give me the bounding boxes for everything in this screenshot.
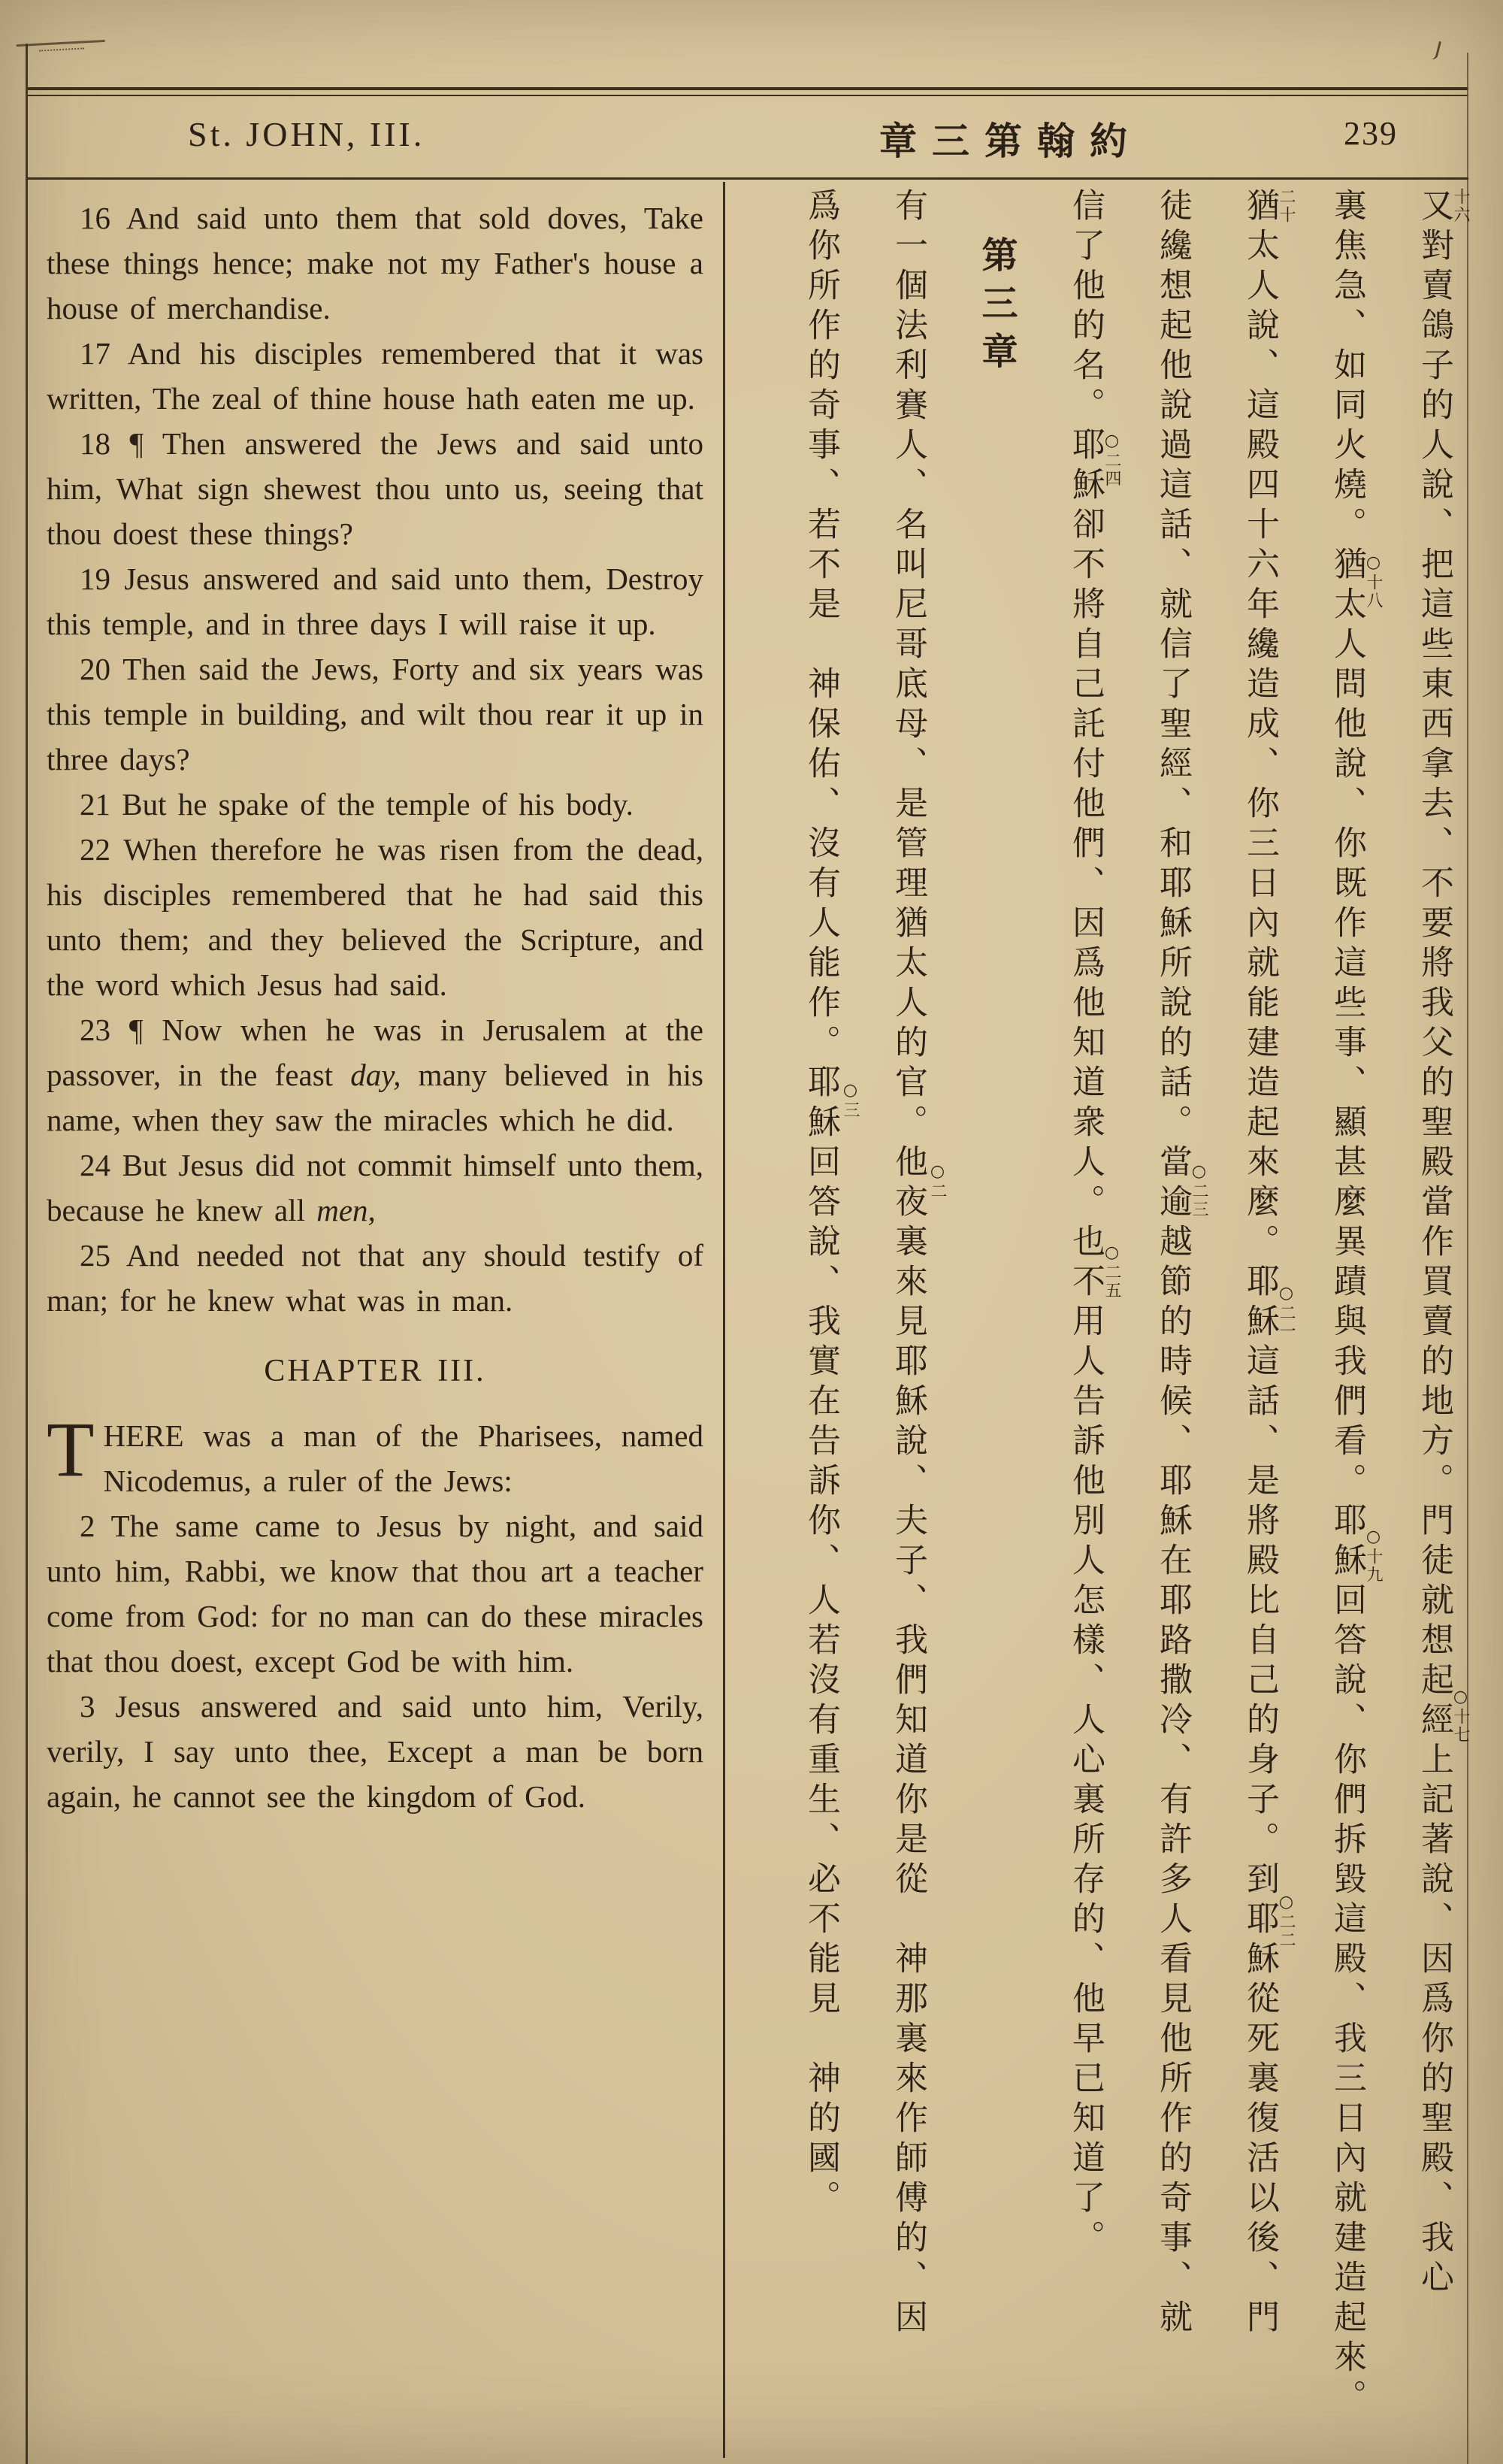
- verse-text-segment: many believed in his name, when they saw the miracles which he did.: [47, 1058, 703, 1137]
- verse-paragraph-ch3-2: 2 The same came to Jesus by night, and said unto him, Rabbi, we know that thou art a teacher come from God: for no man can do these miracles that thou doest, except God be with him.: [47, 1509, 703, 1678]
- verse-paragraph-16: 16 And said unto them that sold doves, Take these things hence; make not my Father's house a house of merchandise.: [47, 201, 703, 325]
- chinese-column-6: 有一個法利賽人、名叫尼哥底母、是管理猶太人的官。他夜裏來見耶穌說、夫子、我們知道你是從 神那裏來作師傅的、因: [889, 188, 927, 2339]
- verse-text-segment: 23 ¶ Now when he was in Jerusalem at the passover, in the feast: [47, 1013, 703, 1092]
- verse-paragraph-ch3-1: THERE was a man of the Pharisees, named Nicodemus, a ruler of the Jews:: [47, 1406, 703, 1498]
- verse-number-mark: ○二二: [1277, 1893, 1296, 1949]
- verse-number-mark: ○二五: [1102, 1243, 1121, 1300]
- verse-paragraph-21: 21 But he spake of the temple of his body.: [80, 787, 634, 822]
- verse-number-mark: ○三: [841, 1081, 860, 1119]
- verse-number-mark: 十六: [1451, 188, 1470, 224]
- chinese-column-5: 信了他的名。耶穌卻不將自己託付他們、因爲他知道衆人。也不用人告訴他別人怎樣、人心裏所存的、他早已知道了。: [1066, 188, 1105, 2260]
- verse-text-segment: 24 But Jesus did not commit himself unto them, because he knew all: [47, 1148, 703, 1227]
- chinese-columns: [752, 188, 1461, 2443]
- verse-paragraph-22: 22 When therefore he was risen from the dead, his disciples remembered that he had said this unto them; and they believed the Scripture, and the word which Jesus had said.: [47, 832, 703, 1002]
- italic-word: day,: [350, 1058, 401, 1092]
- verse-paragraph-ch3-3: 3 Jesus answered and said unto him, Verily, verily, I say unto thee, Except a man be born again, he cannot see the kingdom of God.: [47, 1689, 703, 1814]
- english-text-column: [47, 195, 703, 1819]
- verse-paragraph-17: 17 And his disciples remembered that it was written, The zeal of thine house hath eaten me up.: [47, 336, 703, 416]
- chapter-heading: CHAPTER III.: [264, 1354, 486, 1388]
- page-title-english: St. JOHN, III.: [188, 115, 425, 153]
- verse-number-mark: ○二三: [1190, 1162, 1208, 1218]
- verse-number-mark: ○二四: [1102, 431, 1121, 488]
- verse-number-mark: ○十八: [1364, 553, 1383, 610]
- verse-number-mark: ○十九: [1364, 1527, 1383, 1584]
- verse-paragraph-18: 18 ¶ Then answered the Jews and said unto him, What sign shewest thou unto us, seeing that thou doest these things?: [47, 426, 703, 551]
- verse-paragraph-24: [47, 1143, 703, 1233]
- left-border-rule: [26, 44, 28, 2464]
- ink-smudge: [17, 40, 106, 54]
- page-number: 239: [1344, 115, 1398, 152]
- header-rule: [27, 177, 1468, 180]
- verse-paragraph-20: 20 Then said the Jews, Forty and six years was this temple in building, and wilt thou rear it up in three days?: [47, 652, 703, 776]
- verse-paragraph-25: 25 And needed not that any should testify of man; for he knew what was in man.: [47, 1238, 703, 1318]
- column-divider: [723, 182, 725, 2458]
- chinese-column-4: 徒纔想起他說過這話、就信了聖經、和耶穌所說的話。當逾越節的時候、耶穌在耶路撒冷、有許多人看見他所作的奇事、就: [1154, 188, 1192, 2339]
- chinese-chapter-heading: 第三章: [975, 236, 1018, 380]
- verse-number-mark: ○二一: [1277, 1284, 1296, 1340]
- italic-word: men,: [316, 1193, 376, 1227]
- ink-mark: [1430, 40, 1441, 60]
- verse-paragraph-23: [47, 1007, 703, 1143]
- verse-number-mark: ○十七: [1451, 1688, 1470, 1744]
- verse-number-mark: 二十: [1277, 188, 1296, 224]
- verse-paragraph-19: 19 Jesus answered and said unto them, Destroy this temple, and in three days I will raise it up.: [47, 562, 703, 641]
- right-border-rule: [1467, 53, 1468, 2464]
- top-border-rule-thin: [27, 95, 1468, 96]
- chinese-text-panel: [752, 188, 1470, 2443]
- verse-number-mark: ○二: [928, 1162, 947, 1200]
- top-border-rule: [27, 87, 1468, 90]
- chinese-column-2: 裏焦急、如同火燒。猶太人問他說、你既作這些事、顯甚麼異蹟與我們看。耶穌回答說、你們拆毀這殿、我三日內就建造起來。: [1328, 188, 1366, 2419]
- page-title-chinese: 章三第翰約: [879, 119, 1142, 163]
- chinese-column-1: 又對賣鴿子的人說、把這些東西拿去、不要將我父的聖殿當作買賣的地方。門徒就想起經上記著說、因爲你的聖殿、我心: [1415, 188, 1453, 2299]
- chinese-column-7: 爲你所作的奇事、若不是 神保佑、沒有人能作。耶穌回答說、我實在告訴你、人若沒有重生、必不能見 神的國。: [802, 188, 840, 2220]
- chinese-column-3: 猶太人說、這殿四十六年纔造成、你三日內就能建造起來麼。耶穌這話、是將殿比自己的身子。到耶穌從死裏復活以後、門: [1241, 188, 1279, 2339]
